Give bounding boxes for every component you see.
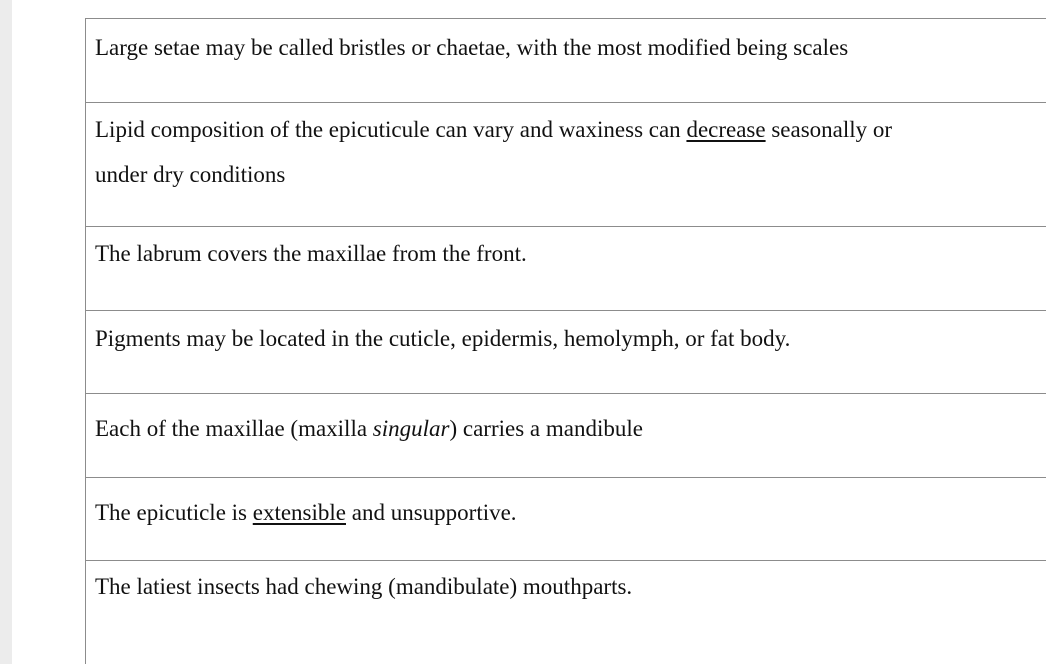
italic-word: singular xyxy=(372,416,450,441)
statement-line xyxy=(95,107,1046,152)
statement-text: The labrum covers the maxillae from the front. xyxy=(95,241,527,266)
table-row xyxy=(86,227,1046,311)
underlined-word: extensible xyxy=(252,500,346,525)
statement-line: under dry conditions xyxy=(95,162,286,187)
statement-text: Lipid composition of the epicuticule can vary and waxiness can xyxy=(95,117,687,142)
table-row xyxy=(86,394,1046,478)
statement-text: ) carries a mandibule xyxy=(449,416,643,441)
table-row xyxy=(86,19,1046,103)
document-page xyxy=(12,0,1046,664)
underlined-word: decrease xyxy=(686,117,766,142)
statement-text: The latiest insects had chewing (mandibulate) mouthparts. xyxy=(95,574,633,599)
statements-table xyxy=(85,18,1046,664)
table-row xyxy=(86,478,1046,561)
table-row xyxy=(86,311,1046,394)
statement-text: The epicuticle is xyxy=(95,500,253,525)
statement-text: and unsupportive. xyxy=(346,500,517,525)
statement-text: Large setae may be called bristles or chaetae, with the most modified being scales xyxy=(95,35,849,60)
table-row xyxy=(86,103,1046,227)
statement-text: seasonally or xyxy=(765,117,893,142)
statement-text: Pigments may be located in the cuticle, epidermis, hemolymph, or fat body. xyxy=(95,326,791,351)
statement-text: Each of the maxillae (maxilla xyxy=(95,416,373,441)
table-row xyxy=(86,561,1046,664)
